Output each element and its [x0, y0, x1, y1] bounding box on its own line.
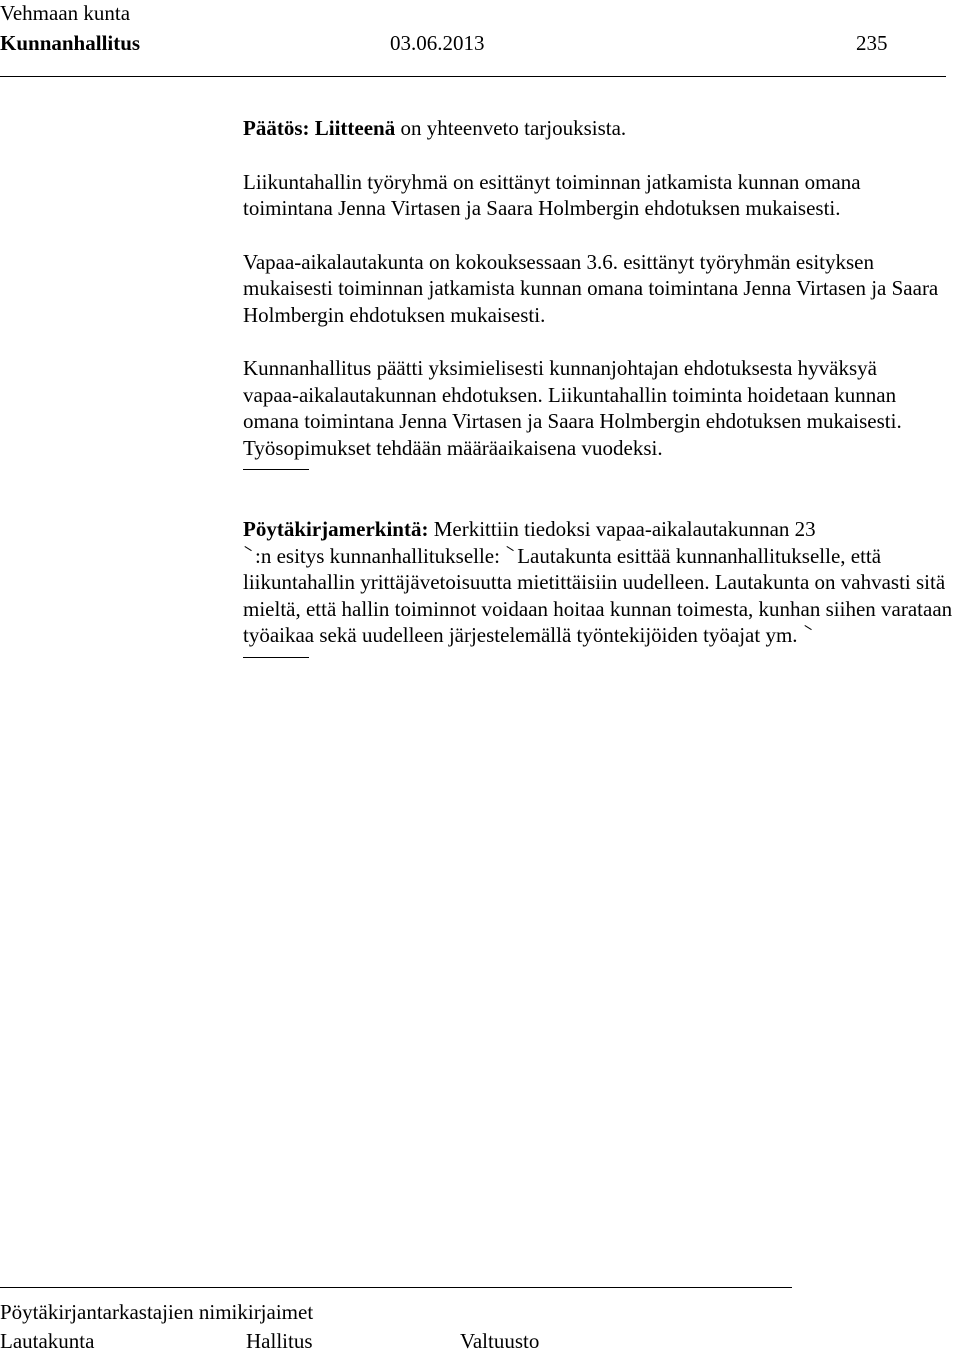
footer-title: Pöytäkirjantarkastajien nimikirjaimet [0, 1300, 314, 1324]
note-text-1: Merkittiin tiedoksi vapaa-aikalautakunnan 23 [428, 517, 816, 541]
footer-column-valtuusto: Valtuusto [460, 1329, 540, 1353]
decision-rest: on yhteenveto tarjouksista. [395, 116, 627, 140]
organization-name: Vehmaan kunta [0, 1, 131, 25]
decision-label: Päätös: [243, 116, 310, 140]
minutes-body [243, 115, 955, 704]
decision-paragraph [243, 115, 955, 142]
open-quote-icon [505, 545, 517, 563]
note-text-2: :n esitys kunnanhallitukselle: [255, 543, 500, 568]
section-rule [243, 469, 309, 470]
meeting-date: 03.06.2013 [390, 31, 485, 55]
body-name: Kunnanhallitus [0, 31, 141, 55]
close-quote-icon [803, 624, 815, 642]
paragraph-1: Liikuntahallin työryhmä on esittänyt toiminnan jatkamista kunnan omana toimintana Jenna Virtasen ja Saara Holmbergin ehdotuksen mukaisesti. [243, 169, 861, 220]
paragraph-2: Vapaa-aikalautakunta on kokouksessaan 3.6. esittänyt työryhmän esityksen mukaisesti toiminnan jatkamista kunnan omana toimintana Jenna Virtasen ja Saara Holmbergin ehdotuksen mukaisesti. [243, 249, 939, 327]
header-rule [0, 76, 946, 77]
footer-rule [0, 1287, 792, 1288]
paragraph-3: Kunnanhallitus päätti yksimielisesti kunnanjohtajan ehdotuksesta hyväksyä vapaa-aikalautakunnan ehdotuksen. Liikuntahallin toiminta hoidetaan kunnan omana toimintana Jenna Virtasen ja Saara Holmbergin ehdotuksen mukaisesti. Työsopimukset tehdään määräaikaisena vuodeksi. [243, 356, 902, 460]
decision-bold: Liitteenä [314, 116, 396, 140]
page-number: 235 [856, 31, 888, 55]
note-paragraph [243, 516, 955, 649]
footer-column-hallitus: Hallitus [246, 1329, 313, 1353]
note-label: Pöytäkirjamerkintä: [243, 517, 429, 541]
section-mark-icon [243, 545, 255, 563]
section-end-rule [243, 657, 309, 658]
footer-column-lautakunta: Lautakunta [0, 1329, 95, 1353]
note-text-3: Lautakunta esittää kunnanhallitukselle, että liikuntahallin yrittäjävetoisuutta mietittäisiin uudelleen. Lautakunta on vahvasti sitä mieltä, että hallin toiminnot voidaan hoitaa kunnan toimesta, kunhan siihen varataan työaikaa sekä uudelleen järjestelemällä työntekijöiden työajat ym. [243, 543, 953, 647]
